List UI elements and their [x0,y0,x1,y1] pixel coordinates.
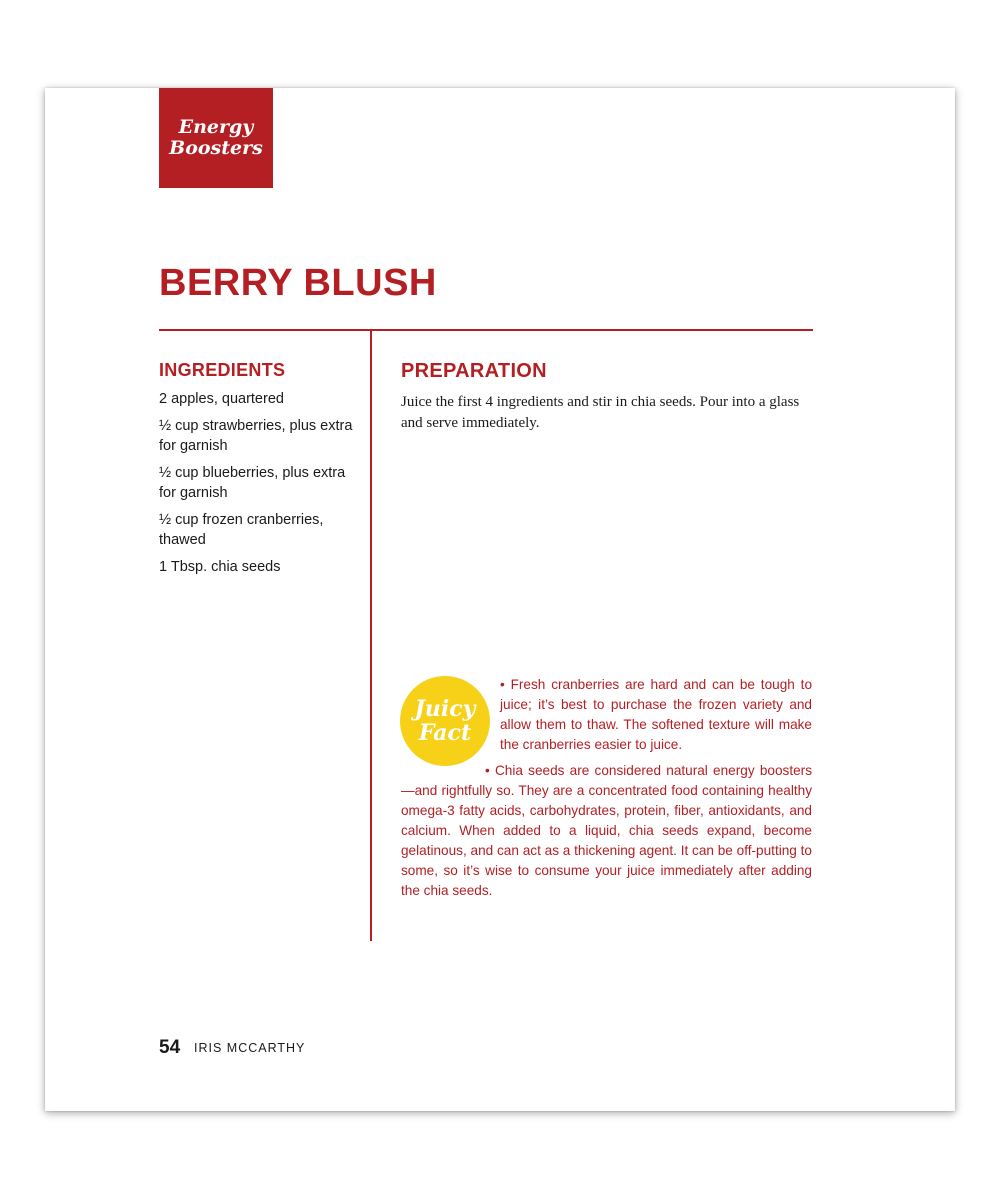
page-number: 54 [159,1037,181,1058]
title-divider [159,329,813,331]
juicy-fact-badge-line1: Juicy [414,696,476,722]
category-badge-line2: Boosters [169,137,263,159]
ingredient-item: 2 apples, quartered [159,391,284,407]
column-divider [370,331,372,941]
book-page [45,88,955,1111]
ingredients-list [159,389,354,584]
recipe-title: BERRY BLUSH [159,262,437,304]
juicy-fact-chia: • Chia seeds are considered natural energy boosters—and rightfully so. They are a concentrated food containing healthy omega-3 fatty acids, carbohydrates, protein, fiber, antioxidants, and calcium. When added to a liquid, chia seeds expand, become gelatinous, and can act as a thickening agent. It can be off-putting to some, so it’s wise to consume your juice immediately after adding the chia seeds. [401,763,812,898]
category-badge [159,88,273,188]
juicy-fact-chia-block [401,761,812,901]
wrap-spacer [401,761,485,781]
ingredient-item: ½ cup blueberries, plus extra for garnish [159,465,346,501]
preparation-heading: PREPARATION [401,360,547,382]
juicy-fact-badge [400,676,490,766]
ingredient-item: ½ cup frozen cranberries, thawed [159,512,324,548]
author-name: IRIS MCCARTHY [194,1041,306,1055]
juicy-fact-cranberries: • Fresh cranberries are hard and can be tough to juice; it’s best to purchase the frozen variety and allow them to thaw. The softened texture will make the cranberries easier to juice. [500,677,812,752]
ingredient-item: ½ cup strawberries, plus extra for garnish [159,418,353,454]
category-badge-line1: Energy [178,116,254,138]
juicy-fact-badge-line2: Fact [418,720,472,746]
preparation-text: Juice the first 4 ingredients and stir in chia seeds. Pour into a glass and serve immediately. [401,394,800,431]
ingredients-heading: INGREDIENTS [159,360,286,380]
ingredient-item: 1 Tbsp. chia seeds [159,559,281,575]
